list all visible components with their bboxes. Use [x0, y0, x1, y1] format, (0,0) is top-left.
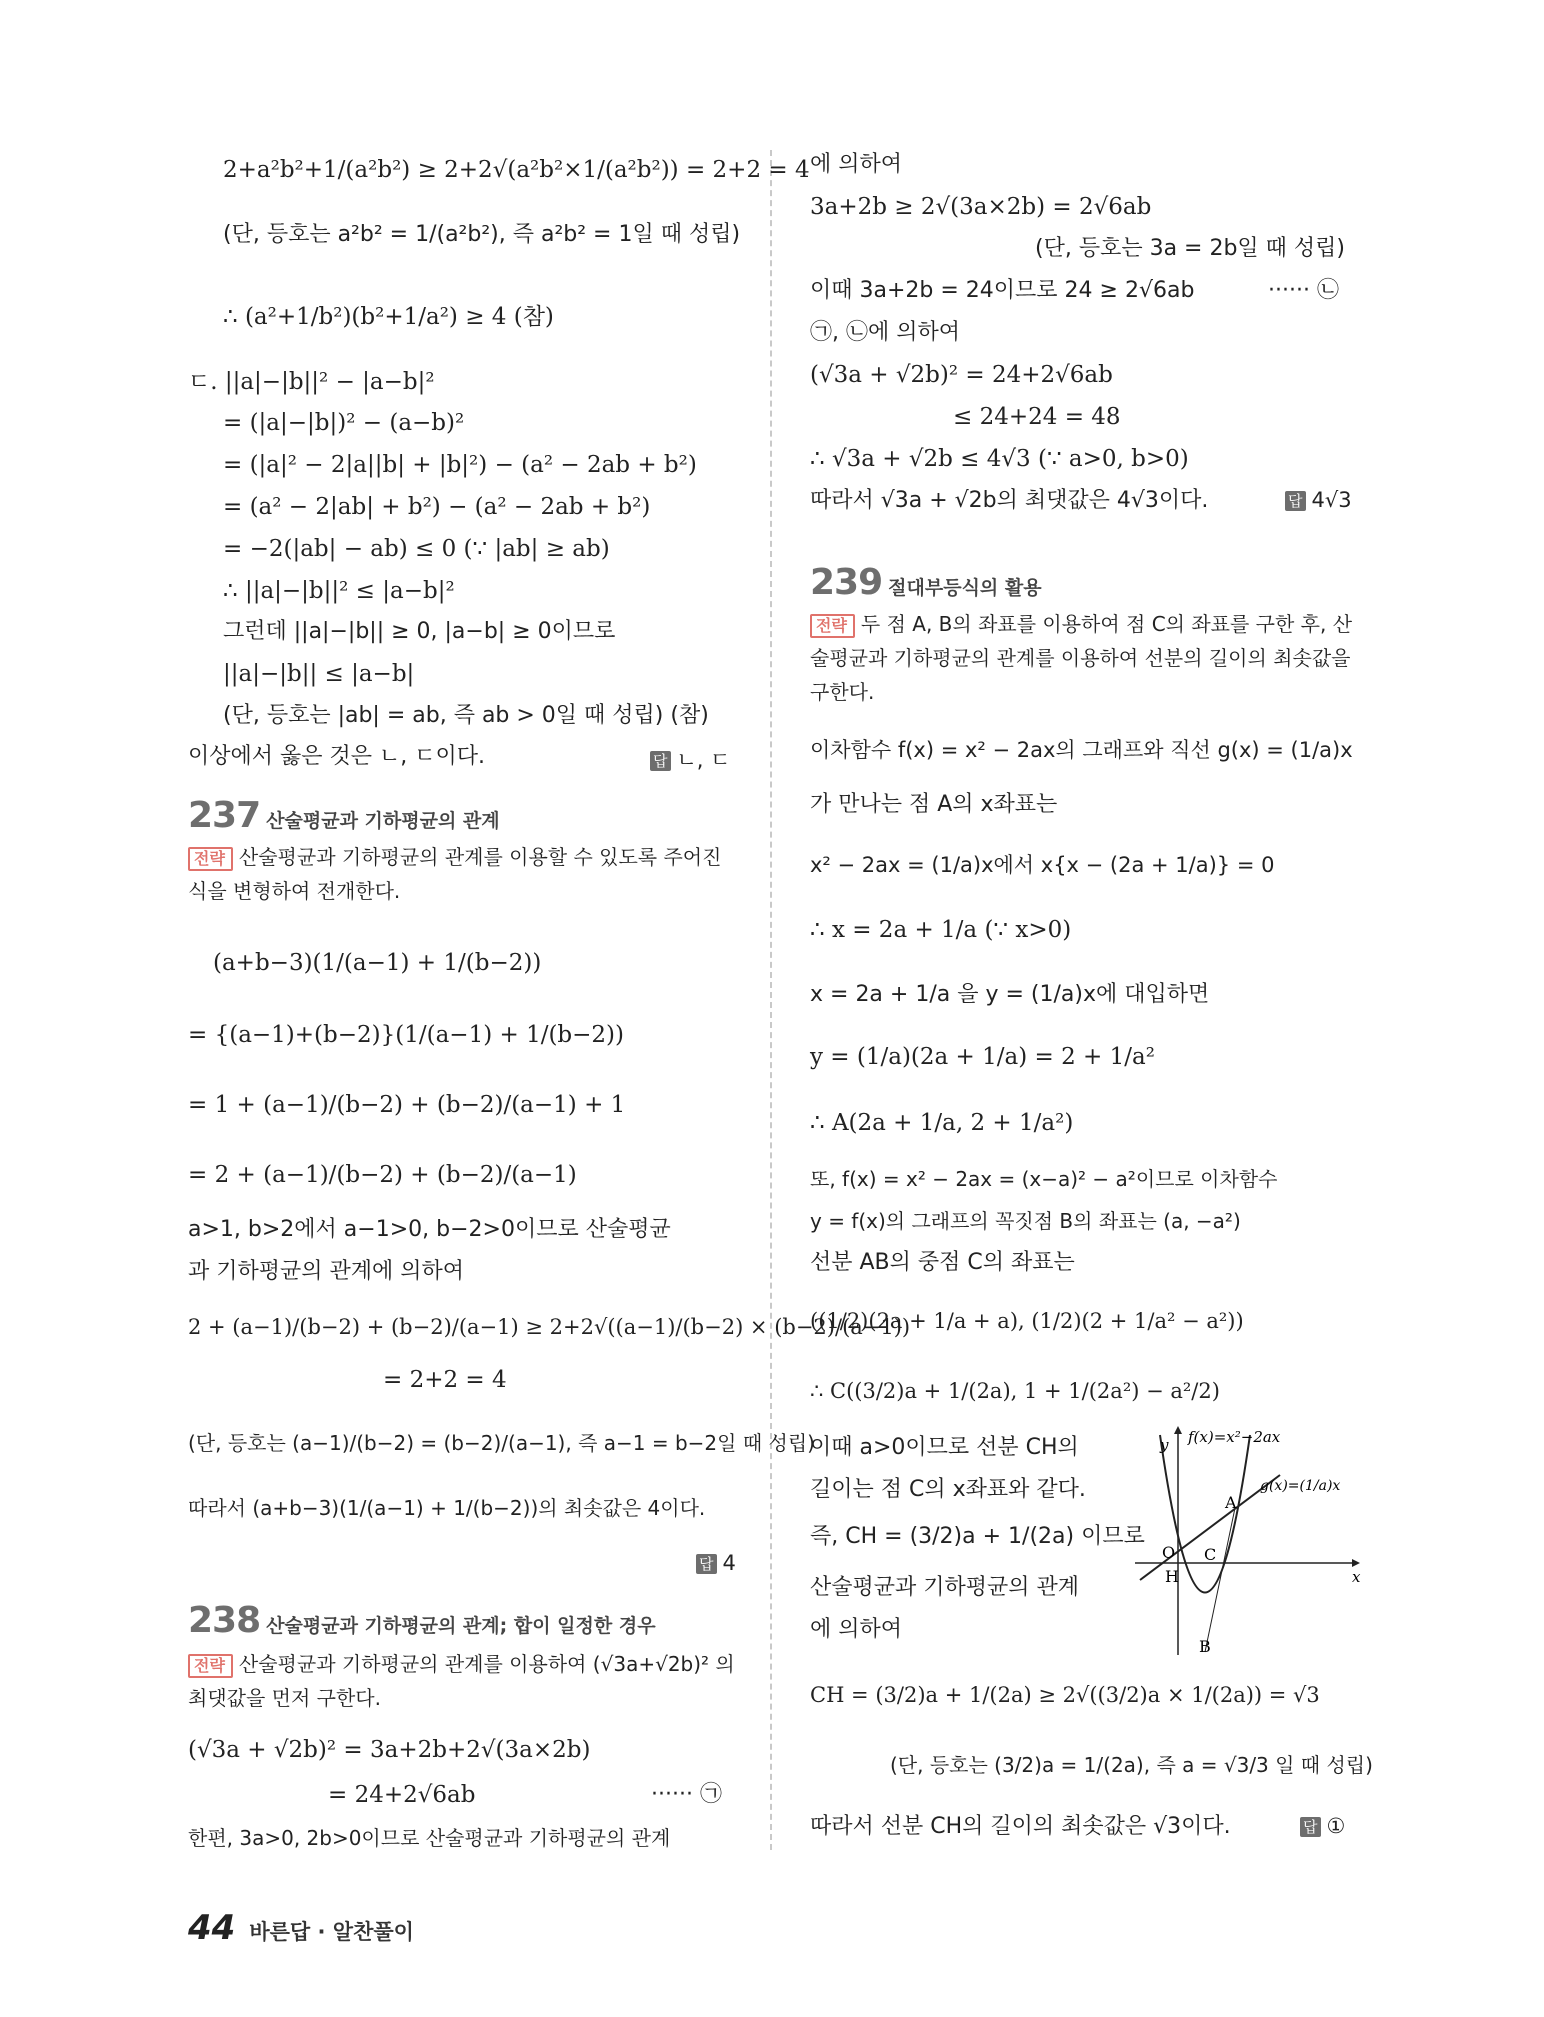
column-divider	[770, 150, 772, 1850]
problem-title: 산술평균과 기하평균의 관계; 합이 일정한 경우	[266, 1615, 656, 1637]
math-line: 2+a²b²+1/(a²b²) ≥ 2+2√(a²b²×1/(a²b²)) = 2+2 = 4	[223, 157, 810, 183]
segment-AB	[1205, 1508, 1235, 1652]
conclusion-line: 이상에서 옳은 것은 ㄴ, ㄷ이다.	[188, 744, 485, 769]
math-line: = 1 + (a−1)/(b−2) + (b−2)/(a−1) + 1	[188, 1092, 626, 1118]
y-axis-arrow	[1174, 1426, 1182, 1434]
answer-tag: 답	[650, 751, 671, 771]
text-line: ㉠, ㉡에 의하여	[810, 320, 960, 345]
math-line: = (|a|² − 2|a||b| + |b|²) − (a² − 2ab + b²)	[223, 452, 697, 478]
strategy-badge: 전략	[188, 847, 233, 871]
answer-value: ①	[1326, 1814, 1346, 1838]
text-line: 가 만나는 점 A의 x좌표는	[810, 792, 1058, 817]
math-line: x = 2a + 1/a 을 y = (1/a)x에 대입하면	[810, 982, 1210, 1007]
text-line: 과 기하평균의 관계에 의하여	[188, 1259, 465, 1284]
strategy-text: 산술평균과 기하평균의 관계를 이용하여 (√3a+√2b)² 의 최댓값을 먼저 구한다.	[188, 1652, 735, 1710]
answer-tag: 답	[1300, 1817, 1321, 1837]
problem-number: 237	[188, 795, 261, 836]
math-line: 3a+2b ≥ 2√(3a×2b) = 2√6ab	[810, 194, 1152, 220]
math-line: y = f(x)의 그래프의 꼭짓점 B의 좌표는 (a, −a²)	[810, 1209, 1241, 1233]
strategy-238	[188, 1647, 743, 1715]
math-line: CH = (3/2)a + 1/(2a) ≥ 2√((3/2)a × 1/(2a)) = √3	[810, 1683, 1320, 1707]
problem-title: 절대부등식의 활용	[888, 577, 1042, 599]
problem-239-heading	[810, 562, 1042, 603]
origin-label: O	[1162, 1543, 1176, 1562]
math-line: ((1/2)(2a + 1/a + a), (1/2)(2 + 1/a² − a²))	[810, 1309, 1244, 1333]
math-line: (단, 등호는 a²b² = 1/(a²b²), 즉 a²b² = 1일 때 성립)	[223, 222, 741, 247]
math-line: 2 + (a−1)/(b−2) + (b−2)/(a−1) ≥ 2+2√((a−1)/(b−2) × (b−2)/(a−1))	[188, 1315, 911, 1339]
x-axis-label: x	[1352, 1568, 1361, 1586]
math-line: y = (1/a)(2a + 1/a) = 2 + 1/a²	[810, 1044, 1155, 1070]
math-line: ∴ x = 2a + 1/a (∵ x>0)	[810, 917, 1072, 943]
math-line: ≤ 24+24 = 48	[953, 404, 1121, 430]
answer-value: 4	[722, 1551, 736, 1575]
x-axis-arrow	[1352, 1559, 1360, 1567]
text-line: 길이는 점 C의 x좌표와 같다.	[810, 1477, 1086, 1502]
problem-237-heading	[188, 795, 500, 836]
equation-mark: ······ ㉠	[651, 1782, 722, 1807]
math-line: ∴ (a²+1/b²)(b²+1/a²) ≥ 4 (참)	[223, 304, 554, 330]
answer-tag: 답	[1285, 491, 1306, 511]
strategy-237	[188, 840, 743, 908]
math-line: (√3a + √2b)² = 24+2√6ab	[810, 362, 1113, 388]
strategy-text: 산술평균과 기하평균의 관계를 이용할 수 있도록 주어진 식을 변형하여 전개한다.	[188, 845, 722, 903]
math-line: ||a|−|b|| ≤ |a−b|	[223, 661, 415, 687]
C-label: C	[1204, 1545, 1217, 1564]
answer-237	[696, 1551, 736, 1575]
problem-238-heading	[188, 1600, 656, 1641]
math-line: ∴ √3a + √2b ≤ 4√3 (∵ a>0, b>0)	[810, 446, 1189, 472]
math-line: ∴ A(2a + 1/a, 2 + 1/a²)	[810, 1110, 1074, 1136]
line-g	[1140, 1475, 1280, 1580]
text-line: a>1, b>2에서 a−1>0, b−2>0이므로 산술평균	[188, 1217, 671, 1242]
f-label: f(x)=x²−2ax	[1188, 1428, 1281, 1446]
equation-mark: ······ ㉡	[1268, 278, 1339, 303]
y-axis-label: y	[1160, 1436, 1169, 1454]
text-line: 선분 AB의 중점 C의 좌표는	[810, 1250, 1075, 1275]
math-line: (단, 등호는 (3/2)a = 1/(2a), 즉 a = √3/3 일 때 성립)	[890, 1753, 1373, 1777]
math-line: 즉, CH = (3/2)a + 1/(2a) 이므로	[810, 1524, 1145, 1549]
conclusion-line: 따라서 (a+b−3)(1/(a−1) + 1/(b−2))의 최솟값은 4이다.	[188, 1496, 706, 1520]
page-footer	[188, 1908, 414, 1948]
text-line: 한편, 3a>0, 2b>0이므로 산술평균과 기하평균의 관계	[188, 1826, 671, 1850]
math-line: ∴ C((3/2)a + 1/(2a), 1 + 1/(2a²) − a²/2)	[810, 1379, 1220, 1403]
problem-number: 239	[810, 562, 883, 603]
math-line: ∴ ||a|−|b||² ≤ |a−b|²	[223, 578, 455, 604]
problem-title: 산술평균과 기하평균의 관계	[266, 810, 500, 832]
math-line: (단, 등호는 3a = 2b일 때 성립)	[1035, 236, 1346, 261]
math-line: = −2(|ab| − ab) ≤ 0 (∵ |ab| ≥ ab)	[223, 536, 610, 562]
B-label: B	[1199, 1637, 1211, 1656]
strategy-text: 두 점 A, B의 좌표를 이용하여 점 C의 좌표를 구한 후, 산술평균과 기하평균의 관계를 이용하여 선분의 길이의 최솟값을 구한다.	[810, 612, 1353, 704]
parabola-line-graph	[1130, 1420, 1370, 1660]
page-number: 44	[188, 1908, 236, 1948]
math-line: ㄷ. ||a|−|b||² − |a−b|²	[188, 369, 435, 395]
math-line: = (|a|−|b|)² − (a−b)²	[223, 410, 465, 436]
A-label: A	[1225, 1493, 1237, 1512]
conclusion-line: 따라서 선분 CH의 길이의 최솟값은 √3이다.	[810, 1814, 1231, 1839]
answer-236	[650, 744, 730, 774]
math-line: (단, 등호는 (a−1)/(b−2) = (b−2)/(a−1), 즉 a−1 = b−2일 때 성립)	[188, 1431, 815, 1455]
math-line: = 24+2√6ab	[328, 1782, 476, 1808]
text-line: 이때 a>0이므로 선분 CH의	[810, 1435, 1079, 1460]
H-label: H	[1165, 1567, 1179, 1586]
math-line: x² − 2ax = (1/a)x에서 x{x − (2a + 1/a)} = 0	[810, 853, 1275, 877]
text-line: 산술평균과 기하평균의 관계	[810, 1575, 1080, 1600]
answer-tag: 답	[696, 1554, 717, 1574]
problem-number: 238	[188, 1600, 261, 1641]
math-line: (a+b−3)(1/(a−1) + 1/(b−2))	[213, 950, 542, 976]
math-line: 이때 3a+2b = 24이므로 24 ≥ 2√6ab	[810, 278, 1195, 303]
math-line: = (a² − 2|ab| + b²) − (a² − 2ab + b²)	[223, 494, 651, 520]
conclusion-line: 따라서 √3a + √2b의 최댓값은 4√3이다.	[810, 488, 1209, 513]
math-line: = {(a−1)+(b−2)}(1/(a−1) + 1/(b−2))	[188, 1022, 625, 1048]
math-line: 이차함수 f(x) = x² − 2ax의 그래프와 직선 g(x) = (1/a)x	[810, 738, 1353, 762]
answer-239	[1300, 1814, 1345, 1838]
g-label: g(x)=(1/a)x	[1260, 1478, 1341, 1494]
text-line: 에 의하여	[810, 1617, 903, 1642]
strategy-badge: 전략	[810, 614, 855, 638]
strategy-239	[810, 607, 1355, 709]
answer-238	[1285, 488, 1352, 512]
footer-label: 바른답 · 알찬풀이	[249, 1920, 414, 1944]
math-line: 또, f(x) = x² − 2ax = (x−a)² − a²이므로 이차함수	[810, 1167, 1278, 1191]
math-line: (단, 등호는 |ab| = ab, 즉 ab > 0일 때 성립) (참)	[223, 703, 709, 728]
math-line: 그런데 ||a|−|b|| ≥ 0, |a−b| ≥ 0이므로	[223, 619, 616, 644]
text-line: 에 의하여	[810, 152, 903, 177]
math-line: (√3a + √2b)² = 3a+2b+2√(3a×2b)	[188, 1737, 591, 1763]
answer-value: ㄴ, ㄷ	[676, 748, 731, 772]
strategy-badge: 전략	[188, 1654, 233, 1678]
math-line: = 2+2 = 4	[383, 1367, 507, 1393]
answer-value: 4√3	[1311, 488, 1352, 512]
math-line: = 2 + (a−1)/(b−2) + (b−2)/(a−1)	[188, 1162, 577, 1188]
